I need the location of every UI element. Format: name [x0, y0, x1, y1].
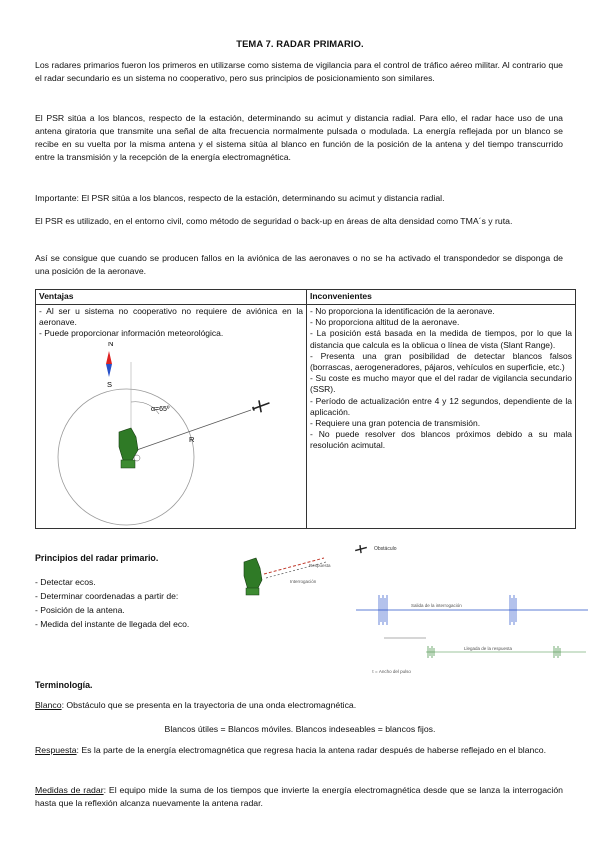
medidas-text: : El equipo mide la suma de los tiempos que invierte la energía electromagnética desde que se lanza la interrogación hasta que la reflexión alcanza nuevamente la antena radar.	[35, 785, 563, 808]
ventajas-cell	[36, 305, 307, 529]
list-item: - Puede proporcionar información meteorológica.	[39, 328, 224, 339]
pulse-timing-figure	[236, 540, 592, 680]
blanco-text: : Obstáculo que se presenta en la trayectoria de una onda electromagnética.	[61, 700, 357, 710]
list-item: - Requiere una gran potencia de transmisión.	[310, 418, 481, 429]
ventajas-list	[39, 306, 303, 340]
range-label: R	[189, 434, 195, 444]
list-item: - No proporciona altitud de la aeronave.	[310, 317, 460, 328]
principios-heading: Principios del radar primario.	[35, 553, 159, 563]
terminologia-heading: Terminología.	[35, 680, 93, 690]
civil-use-paragraph: El PSR es utilizado, en el entorno civil, como método de seguridad o back-up en áreas de alta densidad como TMA´s y ruta.	[35, 216, 513, 226]
list-item: - Al ser u sistema no cooperativo no requiere de aviónica en la aeronave.	[39, 306, 303, 328]
medidas-definition	[35, 784, 563, 810]
ventajas-header: Ventajas	[36, 290, 307, 305]
list-item: - Período de actualización entre 4 y 12 segundos, dependiente de la aplicación.	[310, 395, 572, 417]
respuesta-definition	[35, 744, 563, 757]
list-item: - La posición está basada en la medida de tiempos, por lo que la distancia que calcula es la oblicua o línea de vista (Slant Range).	[310, 328, 572, 350]
aircraft-icon	[354, 544, 368, 555]
respuesta-label: Respuesta	[309, 563, 331, 568]
list-item: - Determinar coordenadas a partir de:	[35, 591, 179, 601]
salida-label: Salida de la interrogación	[411, 603, 462, 608]
list-item: - Detectar ecos.	[35, 577, 96, 587]
blancos-line: Blancos útiles = Blancos móviles. Blancos indeseables = blancos fijos.	[164, 724, 436, 734]
importante-paragraph: Importante: El PSR sitúa a los blancos, respecto de la estación, determinando su acimut y distancia radial.	[35, 193, 445, 203]
radar-antenna-icon	[244, 558, 262, 595]
psr-description-paragraph: El PSR sitúa a los blancos, respecto de la estación, determinando su acimut y distancia radial. Para ello, el radar hace uso de una antena giratoria que transmite una señal de alta frecuencia normalmente pulsada o modulada. La energía reflejada por un blanco se recibe en su vuelta por la misma antena y el sistema sitúa al blanco en función de la posición de la antena y del tiempo transcurrido entre la transmisión y la recepción de la energía electromagnética.	[35, 113, 563, 162]
page-title: TEMA 7. RADAR PRIMARIO.	[236, 38, 364, 49]
compass-needle-icon	[106, 351, 112, 377]
medidas-term: Medidas de radar	[35, 785, 104, 795]
inconvenientes-header: Inconvenientes	[307, 290, 576, 305]
llegada-label: Llegada de la respuesta	[464, 646, 513, 651]
blanco-term: Blanco	[35, 700, 62, 710]
principios-list	[35, 575, 189, 631]
list-item: - Su coste es mucho mayor que el del radar de vigilancia secundario (SSR).	[310, 373, 572, 395]
obstaculo-label: Obstáculo	[374, 546, 397, 552]
angle-label: α=65º	[151, 405, 170, 413]
avionics-failure-paragraph: Así se consigue que cuando se producen fallos en la aviónica de las aeronaves o no se ha activado el transpondedor se disponga de una posición de la aeronave.	[35, 253, 563, 276]
inconvenientes-cell	[307, 305, 576, 529]
list-item: - No puede resolver dos blancos próximos debido a su mala resolución acimutal.	[310, 429, 572, 451]
pulse-width-label: τ = Ancho del pulso	[372, 669, 411, 674]
list-item: - Presenta una gran posibilidad de detectar blancos falsos (borrascas, aerogeneradores, pájaros, vehículos en superficie, etc.)	[310, 350, 572, 373]
radar-azimuth-diagram	[39, 342, 301, 527]
respuesta-text: : Es la parte de la energía electromagnética que regresa hacia la antena radar después de haberse reflejado en el blanco.	[76, 745, 546, 755]
interrogacion-label: Interrogación	[290, 579, 317, 584]
list-item: - Medida del instante de llegada del eco.	[35, 619, 190, 629]
aircraft-icon	[250, 397, 271, 414]
south-label: S	[107, 379, 113, 389]
respuesta-term: Respuesta	[35, 745, 77, 755]
inconvenientes-list	[310, 306, 572, 452]
list-item: - Posición de la antena.	[35, 605, 125, 615]
blanco-definition	[35, 699, 563, 712]
comparison-table	[35, 289, 576, 529]
intro-paragraph: Los radares primarios fueron los primeros en utilizarse como sistema de vigilancia para el control de tráfico aéreo militar. Al contrario que el radar secundario es un sistema no cooperativo, pero sus principios de posicionamiento son similares.	[35, 60, 563, 83]
north-label: N	[108, 341, 114, 348]
radar-antenna-icon	[119, 428, 140, 468]
list-item: - No proporciona la identificación de la aeronave.	[310, 306, 495, 316]
